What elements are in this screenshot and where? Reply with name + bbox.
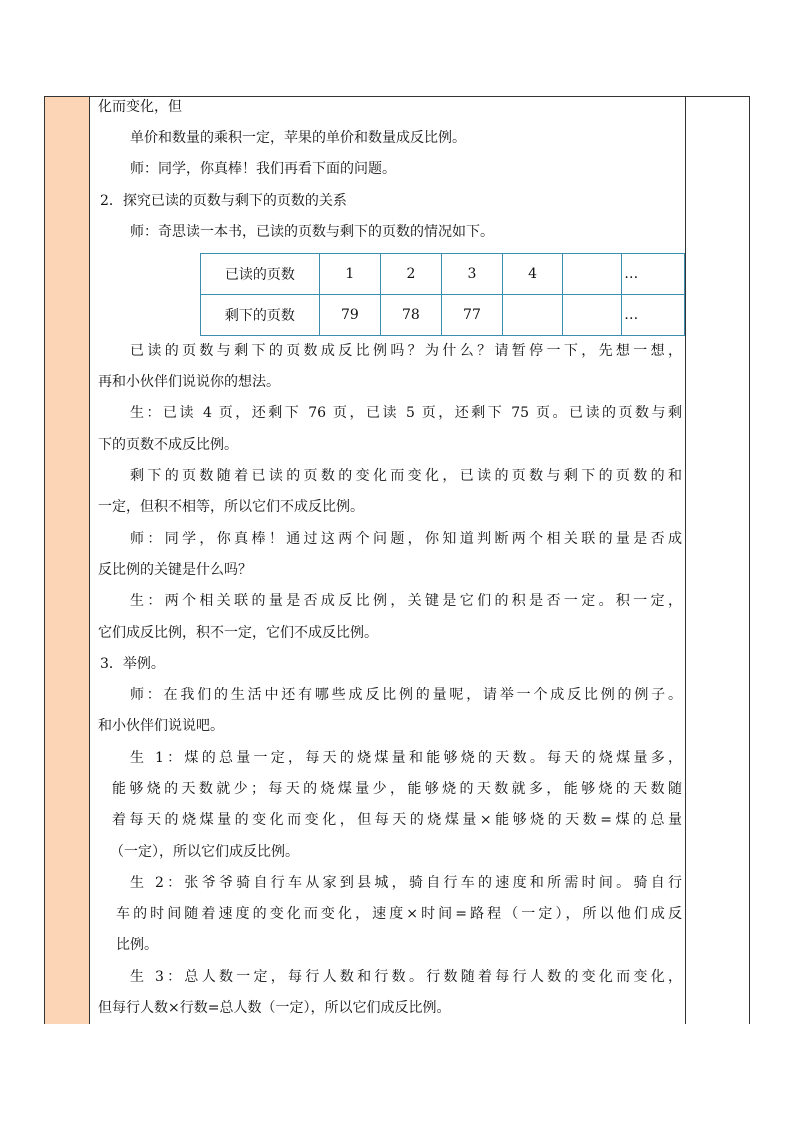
text-line: 单价和数量的乘积一定，苹果的单价和数量成反比例。 bbox=[130, 130, 466, 146]
table-cell-ellipsis: … bbox=[622, 295, 685, 336]
text-line: 生：已读 4 页，还剩下 76 页，已读 5 页，还剩下 75 页。已读的页数与剩 bbox=[130, 405, 682, 421]
text-line: 一定，但积不相等，所以它们不成反比例。 bbox=[98, 499, 364, 515]
text-line: 师：同学，你真棒！通过这两个问题，你知道判断两个相关联的量是否成 bbox=[130, 531, 682, 547]
right-notes-column bbox=[686, 97, 750, 1024]
table-cell: 78 bbox=[380, 295, 441, 336]
table-cell bbox=[502, 295, 562, 336]
section-heading: 2．探究已读的页数与剩下的页数的关系 bbox=[100, 193, 347, 209]
text-line: 它们成反比例，积不一定，它们不成反比例。 bbox=[98, 625, 378, 641]
text-line: （一定），所以它们成反比例。 bbox=[110, 844, 299, 860]
lesson-content-cell bbox=[90, 97, 686, 1024]
text-line: 反比例的关键是什么吗？ bbox=[98, 562, 252, 578]
table-cell bbox=[563, 254, 622, 295]
table-cell: 77 bbox=[441, 295, 502, 336]
text-line: 下的页数不成反比例。 bbox=[98, 437, 238, 453]
pages-read-table bbox=[200, 253, 685, 336]
text-line: 但每行人数×行数=总人数（一定），所以它们成反比例。 bbox=[98, 1000, 451, 1016]
lesson-table-frame bbox=[44, 96, 750, 1023]
text-line: 生：两个相关联的量是否成反比例，关键是它们的积是否一定。积一定， bbox=[130, 593, 682, 609]
text-line: 能够烧的天数就少；每天的烧煤量少，能够烧的天数就多，能够烧的天数随 bbox=[112, 781, 682, 797]
text-line: 生 3：总人数一定，每行人数和行数。行数随着每行人数的变化而变化， bbox=[130, 969, 682, 985]
table-cell: 1 bbox=[319, 254, 380, 295]
table-header-read: 已读的页数 bbox=[201, 254, 320, 295]
text-line: 师：奇思读一本书，已读的页数与剩下的页数的情况如下。 bbox=[130, 224, 494, 240]
left-label-column bbox=[44, 97, 90, 1024]
text-line: 生 1：煤的总量一定，每天的烧煤量和能够烧的天数。每天的烧煤量多， bbox=[130, 750, 682, 766]
text-line: 和小伙伴们说说吧。 bbox=[98, 718, 224, 734]
table-header-remaining: 剩下的页数 bbox=[201, 295, 320, 336]
table-cell: 79 bbox=[319, 295, 380, 336]
table-cell: 3 bbox=[441, 254, 502, 295]
text-line: 已读的页数与剩下的页数成反比例吗？为什么？请暂停一下，先想一想， bbox=[130, 343, 682, 359]
text-line: 着每天的烧煤量的变化而变化，但每天的烧煤量×能够烧的天数=煤的总量 bbox=[112, 812, 682, 828]
section-heading: 3．举例。 bbox=[100, 656, 165, 672]
table-cell: 2 bbox=[380, 254, 441, 295]
text-line: 师：同学，你真棒！我们再看下面的问题。 bbox=[130, 161, 396, 177]
text-line: 比例。 bbox=[116, 937, 158, 953]
table-row bbox=[201, 254, 685, 295]
table-cell-ellipsis: … bbox=[622, 254, 685, 295]
table-row bbox=[201, 295, 685, 336]
table-cell bbox=[563, 295, 622, 336]
text-line: 再和小伙伴们说说你的想法。 bbox=[98, 374, 280, 390]
text-line: 车的时间随着速度的变化而变化，速度×时间=路程（一定），所以他们成反 bbox=[116, 906, 682, 922]
text-line: 剩下的页数随着已读的页数的变化而变化，已读的页数与剩下的页数的和 bbox=[130, 468, 682, 484]
table-cell: 4 bbox=[502, 254, 562, 295]
text-line: 化而变化，但 bbox=[98, 99, 182, 115]
text-line: 生 2：张爷爷骑自行车从家到县城，骑自行车的速度和所需时间。骑自行 bbox=[130, 875, 682, 891]
text-line: 师：在我们的生活中还有哪些成反比例的量呢，请举一个成反比例的例子。 bbox=[130, 687, 682, 703]
